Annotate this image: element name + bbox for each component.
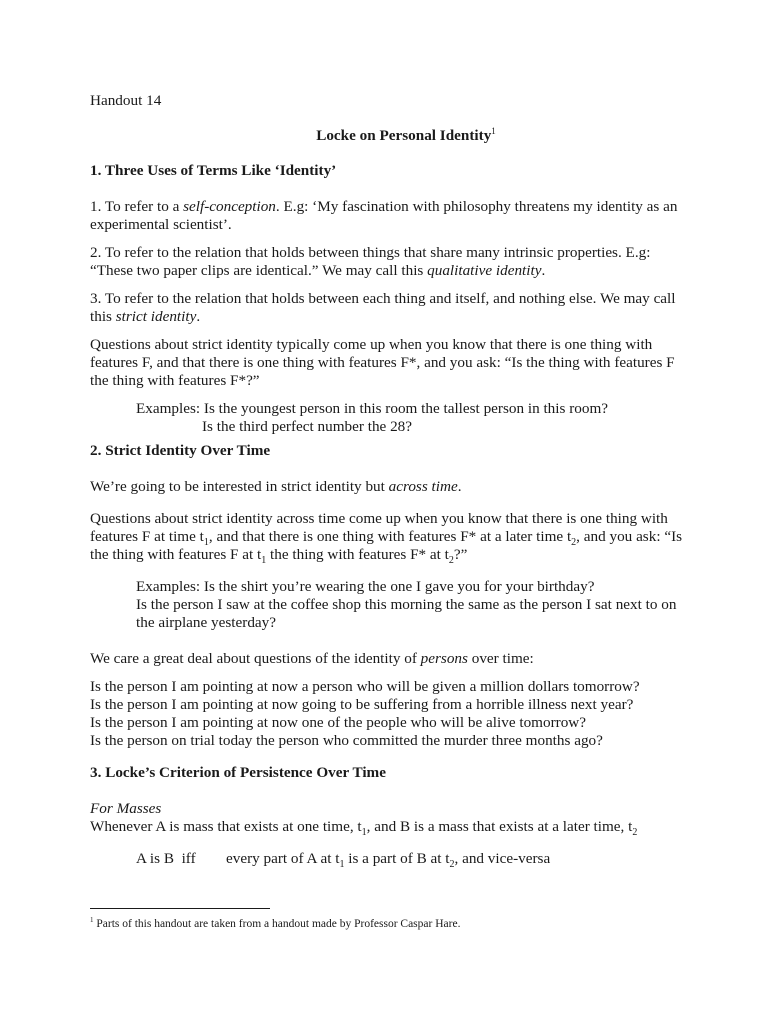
use-2-paragraph: 2. To refer to the relation that holds between things that share many intrinsic properties. E.g: “These two paper clips are identical.” We may call this qualitative identity. (90, 244, 651, 279)
persons-paragraph: We care a great deal about questions of the identity of persons over time: (90, 650, 534, 667)
whenever-paragraph: Whenever A is mass that exists at one time, $t_1$, and B is a mass that exists at a later time, $t_2$ (90, 818, 638, 839)
document-title: Locke on Personal Identity$^1$ (316, 125, 496, 144)
footnote-divider (90, 908, 270, 909)
time-examples-line-2: Is the person I saw at the coffee shop this morning the same as the person I sat next to on the airplane yesterday? (136, 596, 677, 631)
document-body (90, 92, 690, 871)
use-3-paragraph: 3. To refer to the relation that holds between each thing and itself, and nothing else. We may call this strict identity. (90, 290, 676, 325)
section-heading-1: 1. Three Uses of Terms Like ‘Identity’ (90, 162, 337, 179)
section-heading-3: 3. Locke’s Criterion of Persistence Over Time (90, 764, 386, 781)
handout-label: Handout 14 (90, 92, 162, 109)
question-list (90, 678, 690, 750)
list-item: Is the person I am pointing at now one of the people who will be alive tomorrow? (90, 714, 587, 731)
time-examples-line-1: Examples: Is the shirt you’re wearing the one I gave you for your birthday? (136, 578, 595, 595)
examples-line-2: Is the third perfect number the 28? (202, 418, 413, 435)
masses-subheading: For Masses (90, 800, 162, 817)
list-item: Is the person I am pointing at now going to be suffering from a horrible illness next year? (90, 696, 634, 713)
list-item: Is the person on trial today the person who committed the murder three months ago? (90, 732, 603, 749)
footnote-ref: 1 (491, 125, 496, 136)
criterion-rhs: every part of A at $t_1$ is a part of B at $t_2$, and vice-versa (226, 850, 551, 871)
questions-paragraph: Questions about strict identity typically come up when you know that there is one thing with features F, and that there is one thing with features F*, and you ask: “Is the thing with features F the thing with features F*?” (90, 336, 675, 389)
section-heading-2: 2. Strict Identity Over Time (90, 442, 271, 459)
use-1-paragraph: 1. To refer to a self-conception. E.g: ‘My fascination with philosophy threatens my identity as an experimental scientist’. (90, 198, 678, 233)
across-time-questions: Questions about strict identity across time come up when you know that there is one thing with features F at time $t_1$, and that there is one thing with features F* at a later time $t_2$, and you ask: “Is the thing with features F at $t_1$ the thing with features F* at $t_2$?” (90, 510, 683, 567)
examples-line-1: Examples: Is the youngest person in this room the tallest person in this room? (136, 400, 609, 417)
list-item: Is the person I am pointing at now a person who will be given a million dollars tomorrow? (90, 678, 640, 695)
criterion-lhs: A is B iff (136, 850, 196, 867)
across-time-paragraph: We’re going to be interested in strict identity but across time. (90, 478, 462, 495)
footnote: $^1$ Parts of this handout are taken from a handout made by Professor Caspar Hare. (90, 916, 461, 930)
criterion-line (136, 850, 690, 871)
